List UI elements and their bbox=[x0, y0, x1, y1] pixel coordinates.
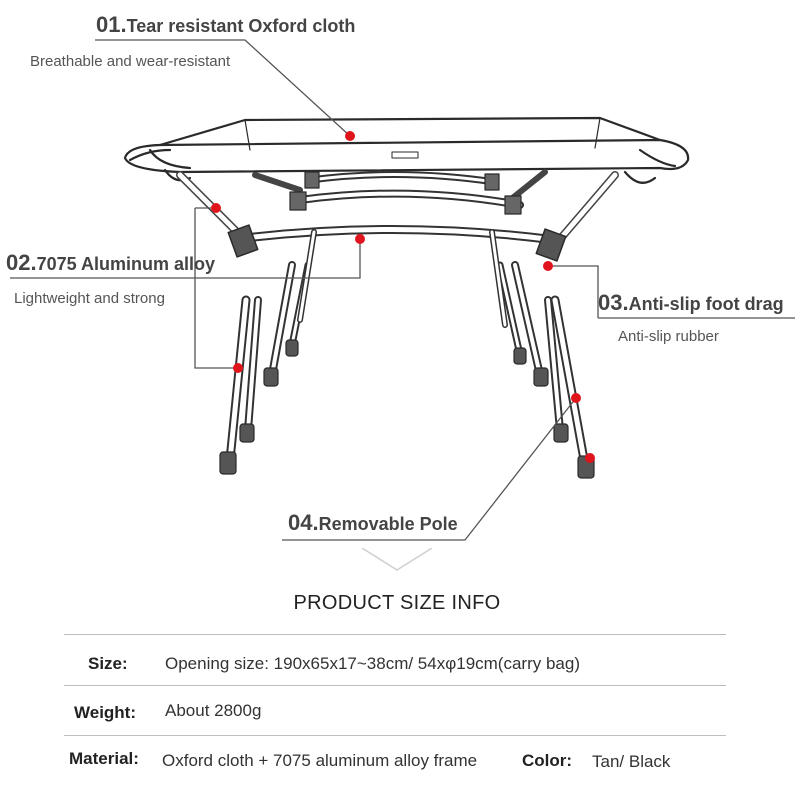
marker-dot bbox=[345, 131, 355, 141]
feature-2-subtitle: Lightweight and strong bbox=[14, 290, 165, 307]
row-divider bbox=[64, 685, 726, 686]
marker-dot bbox=[355, 234, 365, 244]
weight-value: About 2800g bbox=[165, 701, 262, 720]
weight-label: Weight: bbox=[74, 703, 137, 722]
marker-dot bbox=[543, 261, 553, 271]
feature-2-number: 02. bbox=[6, 250, 37, 275]
material-value: Oxford cloth + 7075 aluminum alloy frame bbox=[162, 751, 478, 770]
feature-1-text: Tear resistant Oxford cloth bbox=[126, 16, 356, 36]
marker-dot bbox=[585, 453, 595, 463]
marker-dot bbox=[211, 203, 221, 213]
material-label: Material: bbox=[69, 749, 139, 768]
feature-1-number: 01. bbox=[96, 12, 127, 37]
feature-2-text: 7075 Aluminum alloy bbox=[36, 254, 215, 274]
panel-notch-icon bbox=[362, 548, 432, 574]
feature-3-title bbox=[598, 290, 784, 316]
color-label: Color: bbox=[522, 751, 573, 770]
feature-4-number: 04. bbox=[288, 510, 319, 535]
marker-dot bbox=[233, 363, 243, 373]
row-divider bbox=[64, 735, 726, 736]
product-size-info-panel bbox=[24, 548, 770, 800]
feature-2-title bbox=[6, 250, 215, 276]
feature-4-text: Removable Pole bbox=[318, 514, 458, 534]
info-heading: PRODUCT SIZE INFO bbox=[293, 592, 501, 614]
marker-dot bbox=[571, 393, 581, 403]
size-label: Size: bbox=[88, 654, 128, 673]
feature-1-title bbox=[96, 12, 355, 38]
feature-3-text: Anti-slip foot drag bbox=[628, 294, 784, 314]
color-value: Tan/ Black bbox=[592, 752, 671, 771]
feature-1-subtitle: Breathable and wear-resistant bbox=[30, 53, 231, 70]
size-value: Opening size: 190x65x17~38cm/ 54xφ19cm(carry bag) bbox=[165, 654, 580, 673]
feature-3-subtitle: Anti-slip rubber bbox=[618, 328, 719, 345]
feature-4-title bbox=[288, 510, 458, 536]
feature-3-number: 03. bbox=[598, 290, 629, 315]
heading-divider bbox=[64, 634, 726, 635]
